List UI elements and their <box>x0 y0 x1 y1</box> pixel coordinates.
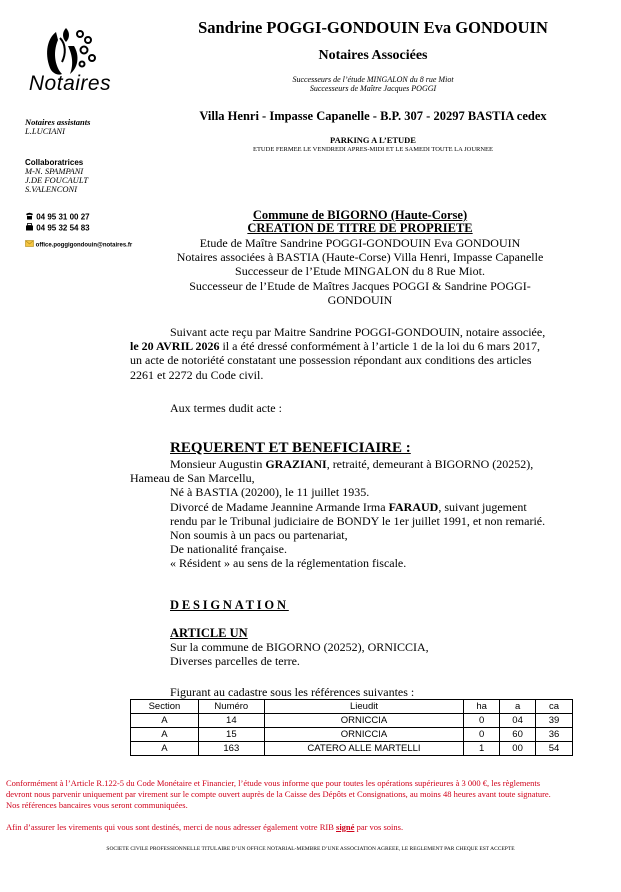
successor-line: Successeurs de Maître Jacques POGGI <box>309 84 437 93</box>
cell-ca: 39 <box>536 714 573 728</box>
col-header-numero: Numéro <box>198 700 264 714</box>
logo-word: Notaires <box>28 72 112 95</box>
payment-notice <box>6 778 616 811</box>
req-line: Non soumis à un pacs ou partenariat, <box>170 528 348 543</box>
req-line: Né à BASTIA (20200), le 11 juillet 1935. <box>170 485 370 500</box>
cell-lieudit: ORNICCIA <box>264 728 463 742</box>
notice-line: Nos références bancaires vous seront communiquées. <box>6 800 188 810</box>
table-row <box>131 742 573 756</box>
email-row <box>25 240 155 250</box>
req-line: « Résident » au sens de la réglementation fiscale. <box>170 556 407 571</box>
act-line: 2261 et 2272 du Code civil. <box>130 367 264 382</box>
req-name: GRAZIANI <box>265 457 327 471</box>
act-line: un acte de notoriété constatant une possession répondant aux conditions des articles <box>130 353 532 368</box>
cell-lieudit: ORNICCIA <box>264 714 463 728</box>
collab-block <box>25 158 135 194</box>
rib-notice: Afin d’assurer les virements qui vous sont destinés, merci de nous adresser également votre RIB signé par vos soins. <box>6 822 404 832</box>
notice-line: Conformément à l’Article R.122-5 du Code Monétaire et Financier, l’étude vous informe que pour toutes les opérations supérieures à 3 000 €, les règlements <box>6 778 541 788</box>
col-header-ca: ca <box>536 700 573 714</box>
successor-line: Successeurs de l’étude MINGALON du 8 rue Miot <box>292 75 454 84</box>
article-block <box>170 640 429 668</box>
cell-a: 04 <box>500 714 536 728</box>
fax-number: 04 95 32 54 83 <box>36 223 90 233</box>
etude-line: GONDOUIN <box>327 292 393 307</box>
cell-ca: 36 <box>536 728 573 742</box>
fax-row <box>25 223 135 234</box>
office-address: Villa Henri - Impasse Capanelle - B.P. 307 - 20297 BASTIA cedex <box>199 109 547 123</box>
requerent-heading: REQUERENT ET BENEFICIAIRE : <box>170 440 411 456</box>
act-line: Suivant acte reçu par Maitre Sandrine POGGI-GONDOUIN, notaire associée, <box>170 325 546 339</box>
designation-heading: DESIGNATION <box>170 598 289 612</box>
cell-a: 60 <box>500 728 536 742</box>
closing-hours: ETUDE FERMEE LE VENDREDI APRES-MIDI ET LE SAMEDI TOUTE LA JOURNEE <box>252 146 493 153</box>
parking-notice: PARKING A L’ETUDE <box>330 135 416 145</box>
cell-numero: 163 <box>198 742 264 756</box>
notary-subtitle: Notaires Associées <box>318 48 428 63</box>
article-heading: ARTICLE UN <box>170 626 248 640</box>
rib-signed: signé <box>336 822 355 832</box>
table-row <box>131 714 573 728</box>
assistants-block <box>25 118 135 136</box>
cadastre-header-row <box>131 700 573 714</box>
assistant-name: L.LUCIANI <box>25 126 65 136</box>
req-line: rendu par le Tribunal judiciaire de BONDY le 1er juillet 1991, et non remarié. <box>170 513 546 528</box>
cell-a: 00 <box>500 742 536 756</box>
contact-block <box>25 212 135 234</box>
cell-section: A <box>131 728 199 742</box>
notary-names: Sandrine POGGI-GONDOUIN Eva GONDOUIN <box>198 18 548 37</box>
commune-heading: Commune de BIGORNO (Haute-Corse) <box>252 208 468 222</box>
req-line: Divorcé de Madame Jeannine Armande Irma FARAUD, suivant jugement <box>170 499 527 514</box>
ex-spouse-name: FARAUD <box>388 499 439 514</box>
etude-line: Etude de Maître Sandrine POGGI-GONDOUIN Eva GONDOUIN <box>199 236 521 250</box>
collab-label: Collaboratrices <box>25 158 84 167</box>
collab-name: M-N. SPAMPANI <box>25 166 84 176</box>
etude-line: Successeur de l’Etude MINGALON du 8 Rue Miot. <box>235 264 485 279</box>
requerent-block <box>130 457 573 571</box>
cell-ha: 0 <box>464 728 500 742</box>
fax-icon <box>25 223 34 234</box>
collab-name: S.VALENCONI <box>25 184 78 194</box>
req-line: De nationalité française. <box>170 542 287 557</box>
cell-ha: 0 <box>464 714 500 728</box>
cell-ca: 54 <box>536 742 573 756</box>
col-header-lieudit: Lieudit <box>264 700 463 714</box>
cell-numero: 15 <box>198 728 264 742</box>
cell-ha: 1 <box>464 742 500 756</box>
envelope-icon <box>25 240 34 250</box>
req-line: Hameau de San Marcellu, <box>130 471 255 486</box>
doc-title: CREATION DE TITRE DE PROPRIETE <box>247 221 473 235</box>
req-line: Monsieur Augustin GRAZIANI, retraité, demeurant à BIGORNO (20252), <box>170 457 534 471</box>
col-header-a: a <box>500 700 536 714</box>
cell-lieudit: CATERO ALLE MARTELLI <box>264 742 463 756</box>
phone-number: 04 95 31 00 27 <box>36 212 90 222</box>
act-line: le 20 AVRIL 2026 il a été dressé conformément à l’article 1 de la loi du 6 mars 2017, <box>130 339 541 354</box>
cell-numero: 14 <box>198 714 264 728</box>
aux-termes: Aux termes dudit acte : <box>170 401 282 415</box>
etude-block <box>150 236 570 307</box>
col-header-ha: ha <box>464 700 500 714</box>
phone-icon <box>25 212 34 223</box>
act-date: le 20 AVRIL 2026 <box>130 339 220 354</box>
cadastre-intro: Figurant au cadastre sous les références suivantes : <box>170 685 415 699</box>
etude-line: Successeur de l’Etude de Maîtres Jacques POGGI & Sandrine POGGI- <box>189 278 531 293</box>
act-paragraph <box>130 325 573 382</box>
assistants-label: Notaires assistants <box>25 117 91 127</box>
article-line: Sur la commune de BIGORNO (20252), ORNICCIA, <box>170 640 429 654</box>
successors <box>130 75 616 93</box>
article-line: Diverses parcelles de terre. <box>170 654 300 669</box>
col-header-section: Section <box>131 700 199 714</box>
phone-row <box>25 212 135 223</box>
cadastre-table <box>130 699 573 756</box>
cell-section: A <box>131 714 199 728</box>
scp-footer: SOCIETE CIVILE PROFESSIONNELLE TITULAIRE D’UN OFFICE NOTARIAL-MEMBRE D’UNE ASSOCIATION AGREEE, LE REGLEMENT PAR CHEQUE EST ACCEPTE <box>106 846 515 852</box>
collab-name: J.DE FOUCAULT <box>25 175 89 185</box>
notice-line: devront nous parvenir uniquement par virement sur le compte ouvert auprès de la Caisse des Dépôts et Consignations, au moins 48 heures avant toute signature. <box>6 789 551 799</box>
etude-line: Notaires associées à BASTIA (Haute-Corse) Villa Henri, Impasse Capanelle <box>176 250 544 265</box>
table-row <box>131 728 573 742</box>
email-address[interactable]: office.poggigondouin@notaires.fr <box>35 242 133 249</box>
cell-section: A <box>131 742 199 756</box>
